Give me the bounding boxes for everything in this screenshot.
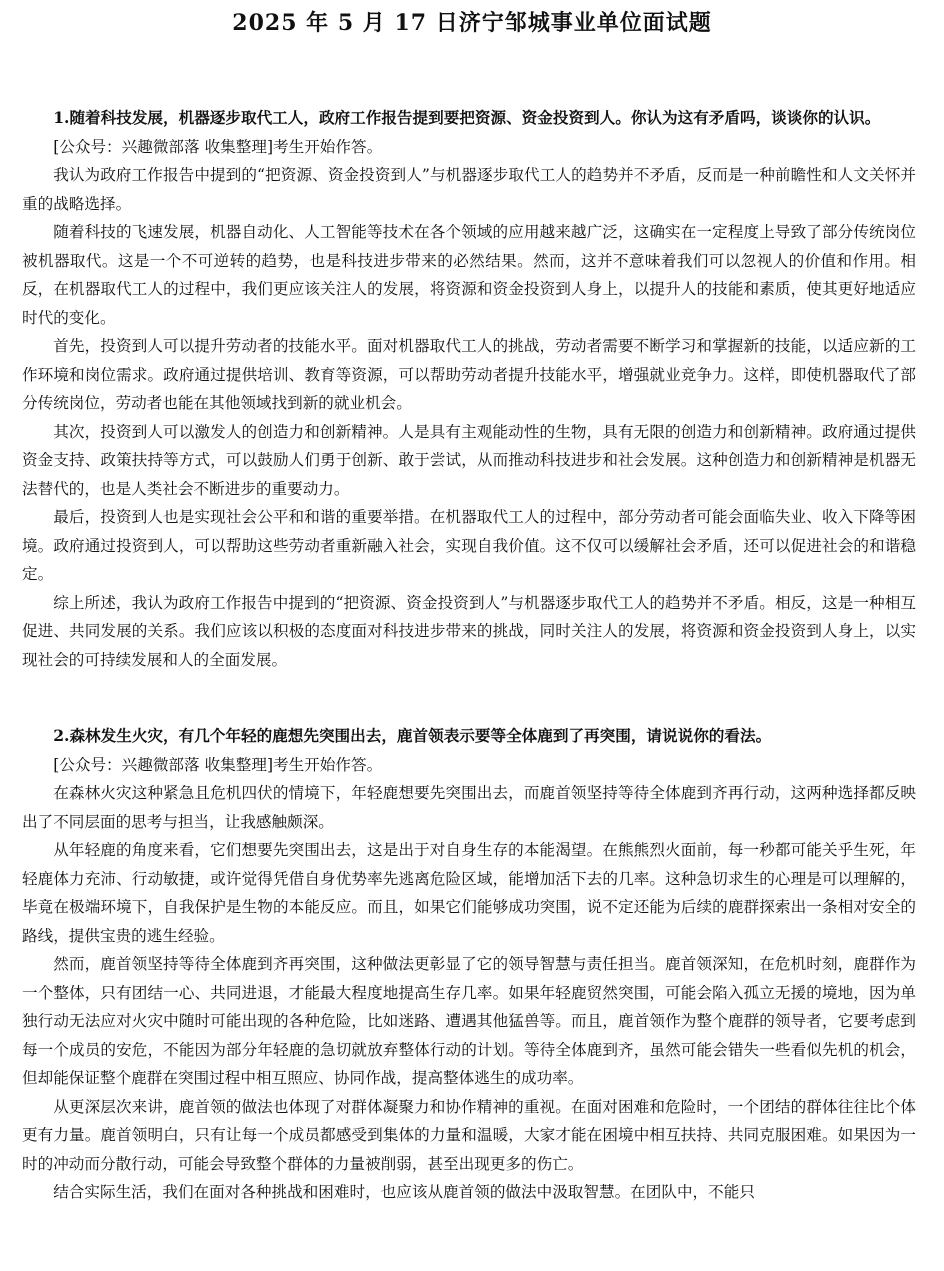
page-title: 2025 年 5 月 17 日济宁邹城事业单位面试题 <box>232 10 712 36</box>
paragraph: 随着科技的飞速发展，机器自动化、人工智能等技术在各个领域的应用越来越广泛，这确实在一定程度上导致了部分传统岗位被机器取代。这是一个不可逆转的趋势，也是科技进步带来的必然结果。然而，这并不意味着我们可以忽视人的价值和作用。相反，在机器取代工人的过程中，我们更应该关注人的发展，将资源和资金投资到人身上，以提升人的技能和素质，使其更好地适应时代的变化。 <box>22 223 916 327</box>
paragraph: 在森林火灾这种紧急且危机四伏的情境下，年轻鹿想要先突围出去，而鹿首领坚持等待全体鹿到齐再行动，这两种选择都反映出了不同层面的思考与担当，让我感触颇深。 <box>22 784 916 831</box>
paragraph: 首先，投资到人可以提升劳动者的技能水平。面对机器取代工人的挑战，劳动者需要不断学习和掌握新的技能，以适应新的工作环境和岗位需求。政府通过提供培训、教育等资源，可以帮助劳动者提升技能水平，增强就业竞争力。这样，即使机器取代了部分传统岗位，劳动者也能在其他领域找到新的就业机会。 <box>22 337 916 412</box>
section-2 <box>22 722 916 1207</box>
question-1: 1.随着科技发展，机器逐步取代工人，政府工作报告提到要把资源、资金投资到人。你认为这有矛盾吗，谈谈你的认识。 <box>53 108 881 127</box>
section-1 <box>22 104 916 674</box>
paragraph: [公众号：兴趣微部落 收集整理]考生开始作答。 <box>53 755 383 774</box>
paragraph: 其次，投资到人可以激发人的创造力和创新精神。人是具有主观能动性的生物，具有无限的创造力和创新精神。政府通过提供资金支持、政策扶持等方式，可以鼓励人们勇于创新、敢于尝试，从而推动科技进步和社会发展。这种创造力和创新精神是机器无法替代的，也是人类社会不断进步的重要动力。 <box>22 422 916 498</box>
paragraph: 从更深层次来讲，鹿首领的做法也体现了对群体凝聚力和协作精神的重视。在面对困难和危险时，一个团结的群体往往比个体更有力量。鹿首领明白，只有让每一个成员都感受到集体的力量和温暖，大家才能在困境中相互扶持、共同克服困难。如果因为一时的冲动而分散行动，可能会导致整个群体的力量被削弱，甚至出现更多的伤亡。 <box>22 1097 916 1173</box>
paragraph: 我认为政府工作报告中提到的“把资源、资金投资到人”与机器逐步取代工人的趋势并不矛盾，反而是一种前瞻性和人文关怀并重的战略选择。 <box>22 166 916 213</box>
paragraph: 从年轻鹿的角度来看，它们想要先突围出去，这是出于对自身生存的本能渴望。在熊熊烈火面前，每一秒都可能关乎生死，年轻鹿体力充沛、行动敏捷，或许觉得凭借自身优势率先逃离危险区域，能增加活下去的几率。这种急切求生的心理是可以理解的，毕竟在极端环境下，自我保护是生物的本能反应。而且，如果它们能够成功突围，说不定还能为后续的鹿群探索出一条相对安全的路线，提供宝贵的逃生经验。 <box>22 841 916 945</box>
paragraph: [公众号：兴趣微部落 收集整理]考生开始作答。 <box>53 137 383 156</box>
paragraph: 综上所述，我认为政府工作报告中提到的“把资源、资金投资到人”与机器逐步取代工人的趋势并不矛盾。相反，这是一种相互促进、共同发展的关系。我们应该以积极的态度面对科技进步带来的挑战，同时关注人的发展，将资源和资金投资到人身上，以实现社会的可持续发展和人的全面发展。 <box>22 593 916 669</box>
question-2: 2.森林发生火灾，有几个年轻的鹿想先突围出去，鹿首领表示要等全体鹿到了再突围，请说说你的看法。 <box>53 726 772 745</box>
paragraph: 最后，投资到人也是实现社会公平和和谐的重要举措。在机器取代工人的过程中，部分劳动者可能会面临失业、收入下降等困境。政府通过投资到人，可以帮助这些劳动者重新融入社会，实现自我价值。这不仅可以缓解社会矛盾，还可以促进社会的和谐稳定。 <box>22 508 916 583</box>
paragraph: 结合实际生活，我们在面对各种挑战和困难时，也应该从鹿首领的做法中汲取智慧。在团队中，不能只 <box>53 1183 755 1201</box>
paragraph: 然而，鹿首领坚持等待全体鹿到齐再突围，这种做法更彰显了它的领导智慧与责任担当。鹿首领深知，在危机时刻，鹿群作为一个整体，只有团结一心、共同进退，才能最大程度地提高生存几率。如果年轻鹿贸然突围，可能会陷入孤立无援的境地，因为单独行动无法应对火灾中随时可能出现的各种危险，比如迷路、遭遇其他猛兽等。而且，鹿首领作为整个鹿群的领导者，它要考虑到每一个成员的安危，不能因为部分年轻鹿的急切就放弃整体行动的计划。等待全体鹿到齐，虽然可能会错失一些看似先机的机会，但却能保证整个鹿群在突围过程中相互照应、协同作战，提高整体逃生的成功率。 <box>22 955 916 1087</box>
